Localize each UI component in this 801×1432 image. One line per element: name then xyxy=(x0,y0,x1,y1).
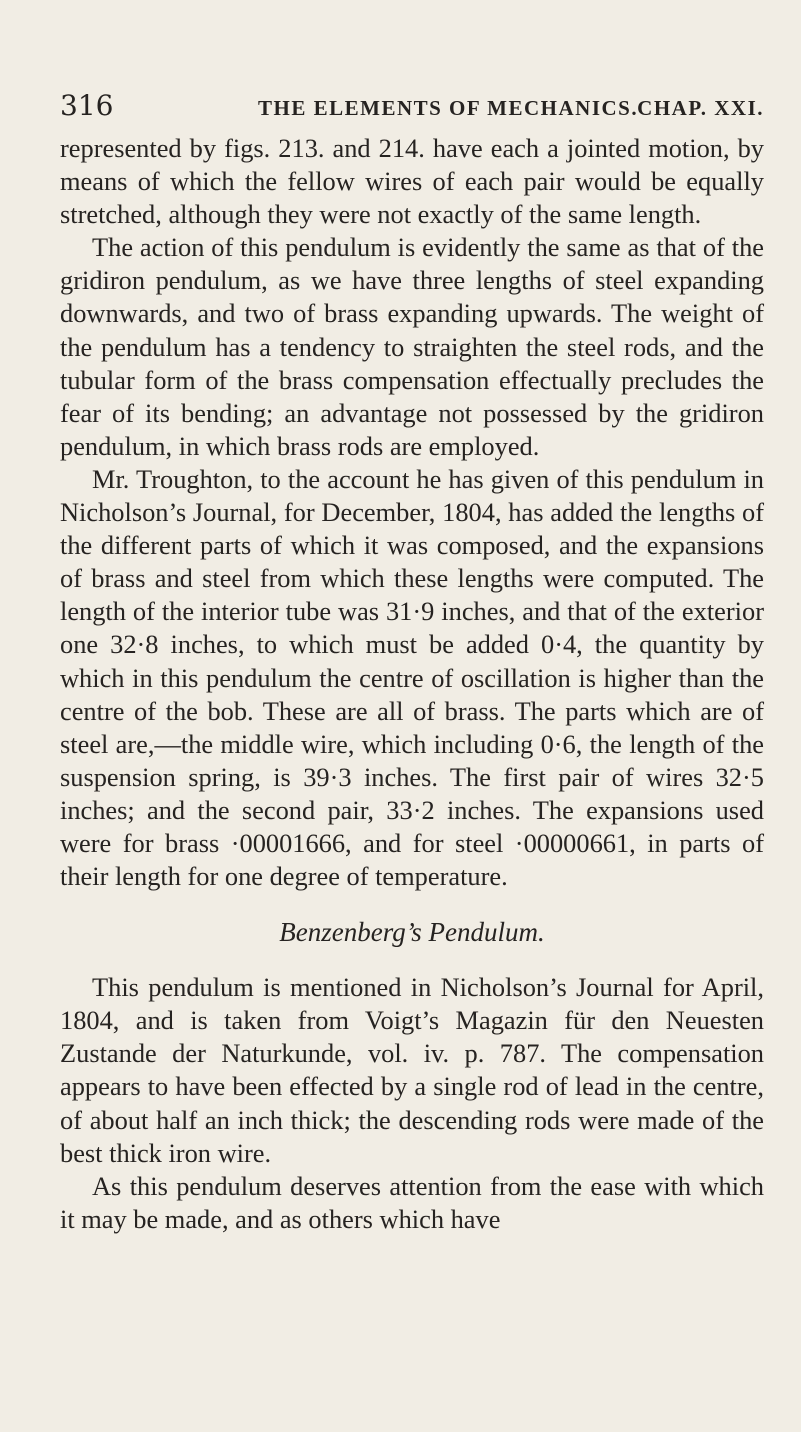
running-head xyxy=(60,88,764,124)
body-text xyxy=(60,132,764,1236)
running-head-chapter: CHAP. XXI. xyxy=(637,96,764,120)
paragraph: The action of this pendulum is evidently the same as that of the gridiron pendulum, as we have three lengths of steel expanding downwards, and two of brass expanding upwards. The weight of the pendulum has a tendency to straighten the steel rods, and the tubular form of the brass compensation effectually precludes the fear of its bending; an advantage not possessed by the gridiron pendulum, in which brass rods are employed. xyxy=(60,232,764,461)
paragraph: As this pendulum deserves attention from the ease with which it may be made, and as others which have xyxy=(60,1170,764,1234)
paragraph: represented by figs. 213. and 214. have each a jointed motion, by means of which the fellow wires of each pair would be equally stretched, although they were not exactly of the same length. xyxy=(60,133,764,230)
section-heading: Benzenberg’s Pendulum. xyxy=(279,917,545,948)
paragraph: This pendulum is mentioned in Nicholson’s Journal for April, 1804, and is taken from Voigt’s Magazin für den Neuesten Zustande der Naturkunde, vol. iv. p. 787. The compensation appears to have been effected by a single rod of lead in the centre, of about half an inch thick; the descending rods were made of the best thick iron wire. xyxy=(60,972,764,1168)
page-number: 316 xyxy=(60,89,114,122)
paragraph: Mr. Troughton, to the account he has given of this pendulum in Nicholson’s Journal, for December, 1804, has added the lengths of the different parts of which it was composed, and the expansions of brass and steel from which these lengths were computed. The length of the interior tube was 31·9 inches, and that of the exterior one 32·8 inches, to which must be added 0·4, the quantity by which in this pendulum the centre of oscillation is higher than the centre of the bob. These are all of brass. The parts which are of steel are,—the middle wire, which including 0·6, the length of the suspension spring, is 39·3 inches. The first pair of wires 32·5 inches; and the second pair, 33·2 inches. The expansions used were for brass ·00001666, and for steel ·00000661, in parts of their length for one degree of temperature. xyxy=(60,463,764,892)
running-head-title: THE ELEMENTS OF MECHANICS. xyxy=(258,96,639,120)
